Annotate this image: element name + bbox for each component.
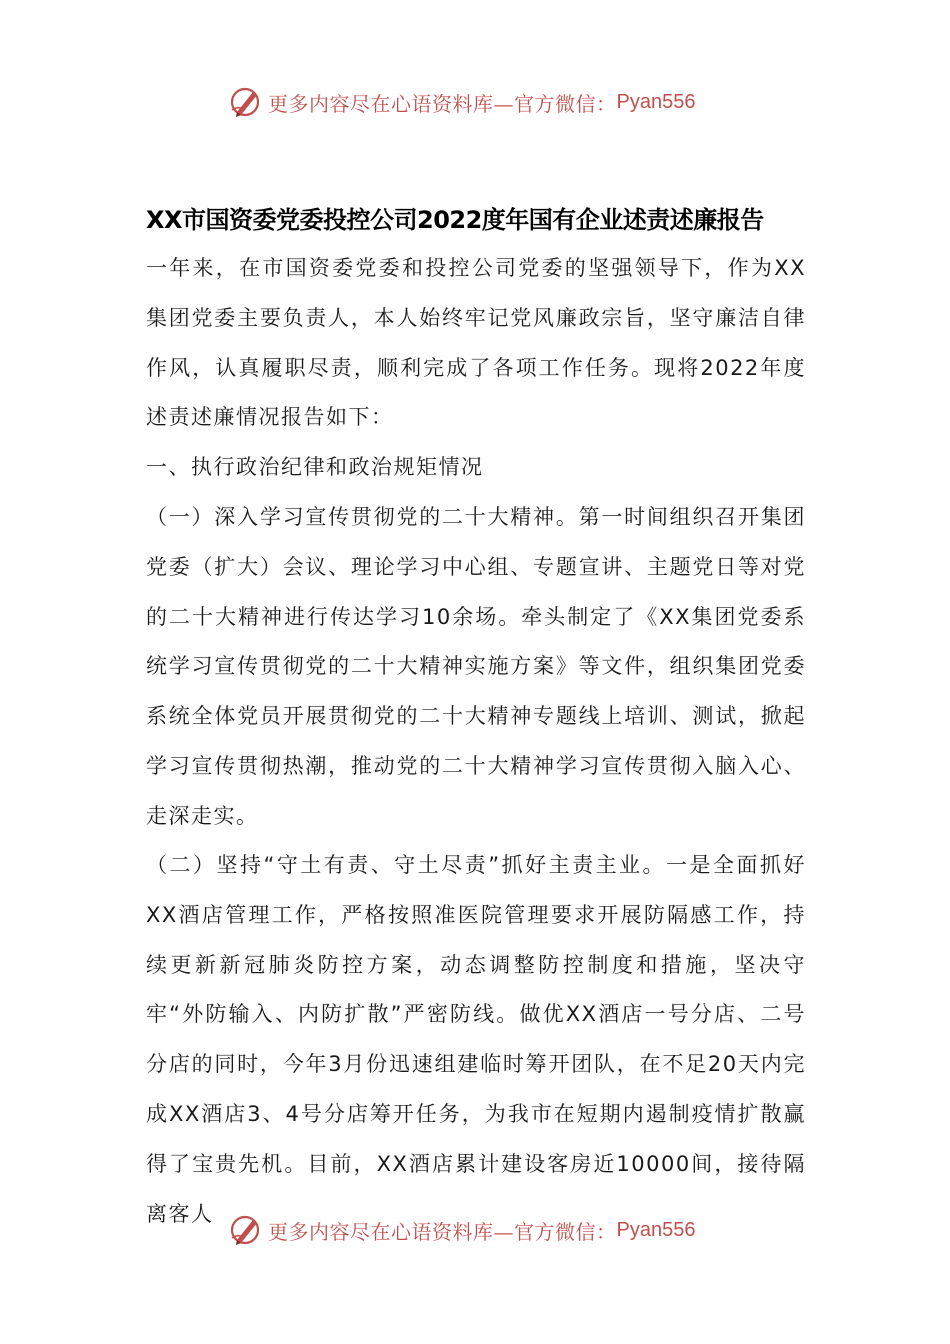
pen-logo-icon [228,84,264,120]
banner-text: 更多内容尽在心语资料库—官方微信： [268,1219,617,1244]
paragraph-item-2: （二）坚持“守土有责、守土尽责”抓好主责主业。一是全面抓好XX酒店管理工作，严格按照准医院管理要求开展防隔感工作，持续更新新冠肺炎防控方案，动态调整防控制度和措施，坚决守牢“外防输入、内防扩散”严密防线。做优XX酒店一号分店、二号分店的同时，今年3月份迅速组建临时筹开团队，在不足20天内完成XX酒店3、4号分店筹开任务，为我市在短期内遏制疫情扩散赢得了宝贵先机。目前，XX酒店累计建设客房近10000间，接待隔离客人 [146,853,806,1226]
header-banner [228,82,695,122]
paragraph-item-1: （一）深入学习宣传贯彻党的二十大精神。第一时间组织召开集团党委（扩大）会议、理论学习中心组、专题宣讲、主题党日等对党的二十大精神进行传达学习10余场。牵头制定了《XX集团党委系统学习宣传贯彻党的二十大精神实施方案》等文件，组织集团党委系统全体党员开展贯彻党的二十大精神专题线上培训、测试，掀起学习宣传贯彻热潮，推动党的二十大精神学习宣传贯彻入脑入心、走深走实。 [146,505,806,828]
document-title: XX市国资委党委投控公司2022度年国有企业述责述廉报告 [146,206,764,234]
banner-text: 更多内容尽在心语资料库—官方微信： [268,91,617,116]
intro-paragraph: 一年来，在市国资委党委和投控公司党委的坚强领导下，作为XX集团党委主要负责人，本人始终牢记党风廉政宗旨，坚守廉洁自律作风，认真履职尽责，顺利完成了各项工作任务。现将2022年度述责述廉情况报告如下： [146,256,806,430]
section-heading: 一、执行政治纪律和政治规矩情况 [146,455,484,479]
wechat-id: Pyan556 [616,1218,696,1241]
wechat-id: Pyan556 [616,90,696,113]
pen-logo-icon [228,1212,264,1248]
footer-banner [228,1210,695,1250]
